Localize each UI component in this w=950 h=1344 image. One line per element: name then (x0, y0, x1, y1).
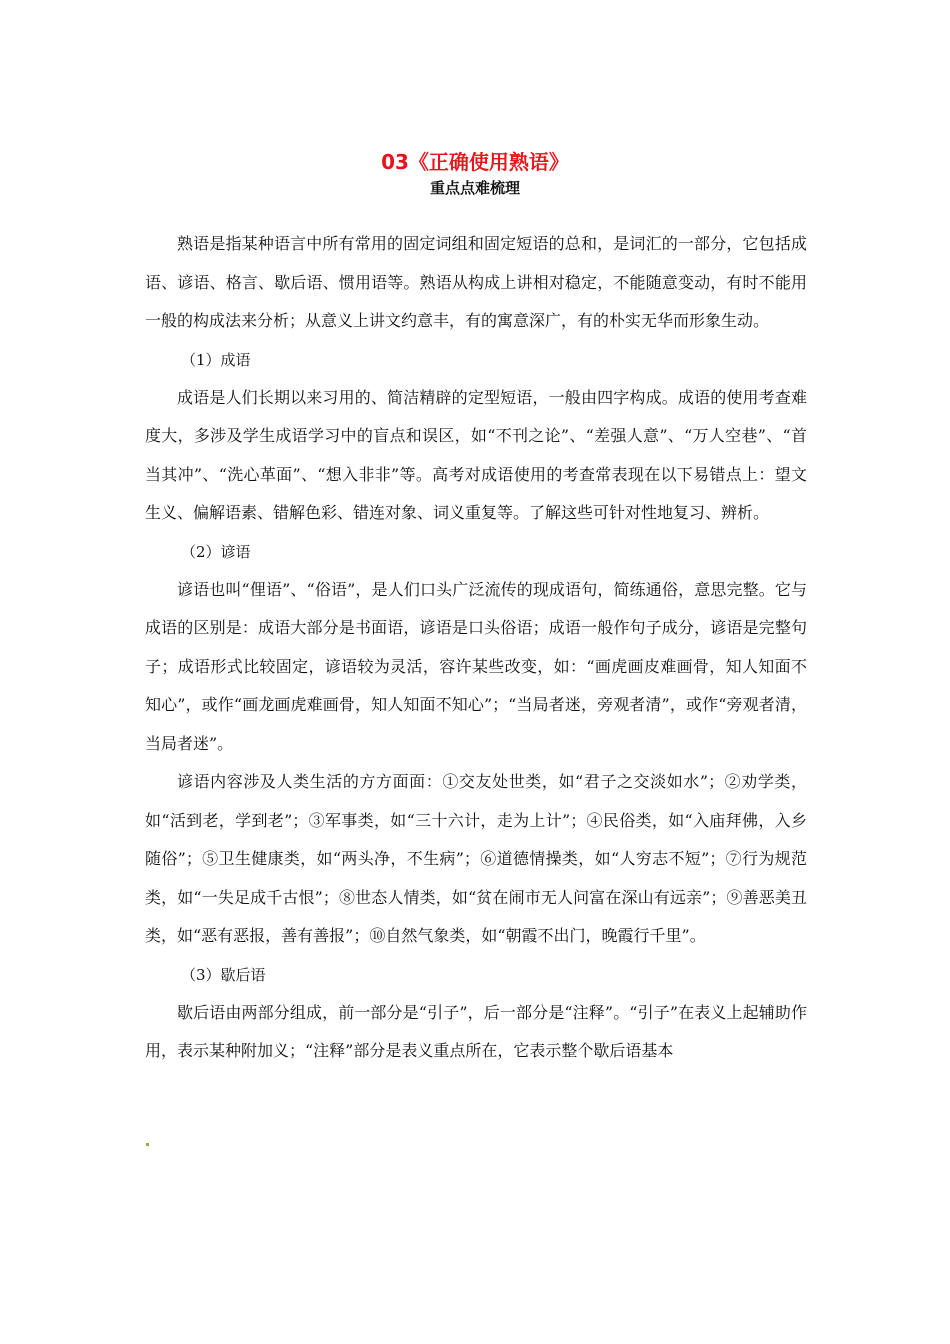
idioms-paragraph: 成语是人们长期以来习用的、简洁精辟的定型短语，一般由四字构成。成语的使用考查难度大，多涉及学生成语学习中的盲点和误区，如“不刊之论”、“差强人意”、“万人空巷”、“首当其冲”、“洗心革面”、“想入非非”等。高考对成语使用的考查常表现在以下易错点上：望文生义、偏解语素、错解色彩、错连对象、词义重复等。了解这些可针对性地复习、辨析。 (145, 387, 807, 522)
document-body (145, 225, 807, 1071)
section-heading-xiehouyu: （3）歇后语 (181, 965, 266, 984)
proverb-categories-paragraph: 谚语内容涉及人类生活的方方面面：①交友处世类，如“君子之交淡如水”；②劝学类，如“活到老，学到老”；③军事类，如“三十六计，走为上计”；④民俗类，如“入庙拜佛，入乡随俗”；⑤卫生健康类，如“两头净，不生病”；⑥道德情操类，如“人穷志不短”；⑦行为规范类，如“一失足成千古恨”；⑧世态人情类，如“贫在闹市无人问富在深山有远亲”；⑨善恶美丑类，如“恶有恶报，善有善报”；⑩自然气象类，如“朝霞不出门，晚霞行千里”。 (145, 772, 807, 945)
section-heading-idioms: （1）成语 (181, 350, 251, 369)
xiehouyu-paragraph: 歇后语由两部分组成，前一部分是“引子”，后一部分是“注释”。“引子”在表义上起辅助作用，表示某种附加义；“注释”部分是表义重点所在，它表示整个歇后语基本 (145, 1002, 807, 1060)
document-subtitle: 重点点难梳理 (429, 179, 520, 197)
proverbs-paragraph: 谚语也叫“俚语”、“俗语”，是人们口头广泛流传的现成语句，简练通俗，意思完整。它与成语的区别是：成语大部分是书面语，谚语是口头俗语；成语一般作句子成分，谚语是完整句子；成语形式比较固定，谚语较为灵活，容许某些改变，如：“画虎画皮难画骨，知人知面不知心”，或作“画龙画虎难画骨，知人知面不知心”；“当局者迷，旁观者清”，或作“旁观者清，当局者迷”。 (145, 579, 807, 753)
scan-artifact-dot (146, 1143, 149, 1146)
intro-paragraph: 熟语是指某种语言中所有常用的固定词组和固定短语的总和，是词汇的一部分，它包括成语、谚语、格言、歇后语、惯用语等。熟语从构成上讲相对稳定，不能随意变动，有时不能用一般的构成法来分析；从意义上讲文约意丰，有的寓意深广，有的朴实无华而形象生动。 (145, 234, 807, 330)
document-title: 03《正确使用熟语》 (381, 150, 569, 174)
section-heading-proverbs: （2）谚语 (181, 542, 251, 561)
